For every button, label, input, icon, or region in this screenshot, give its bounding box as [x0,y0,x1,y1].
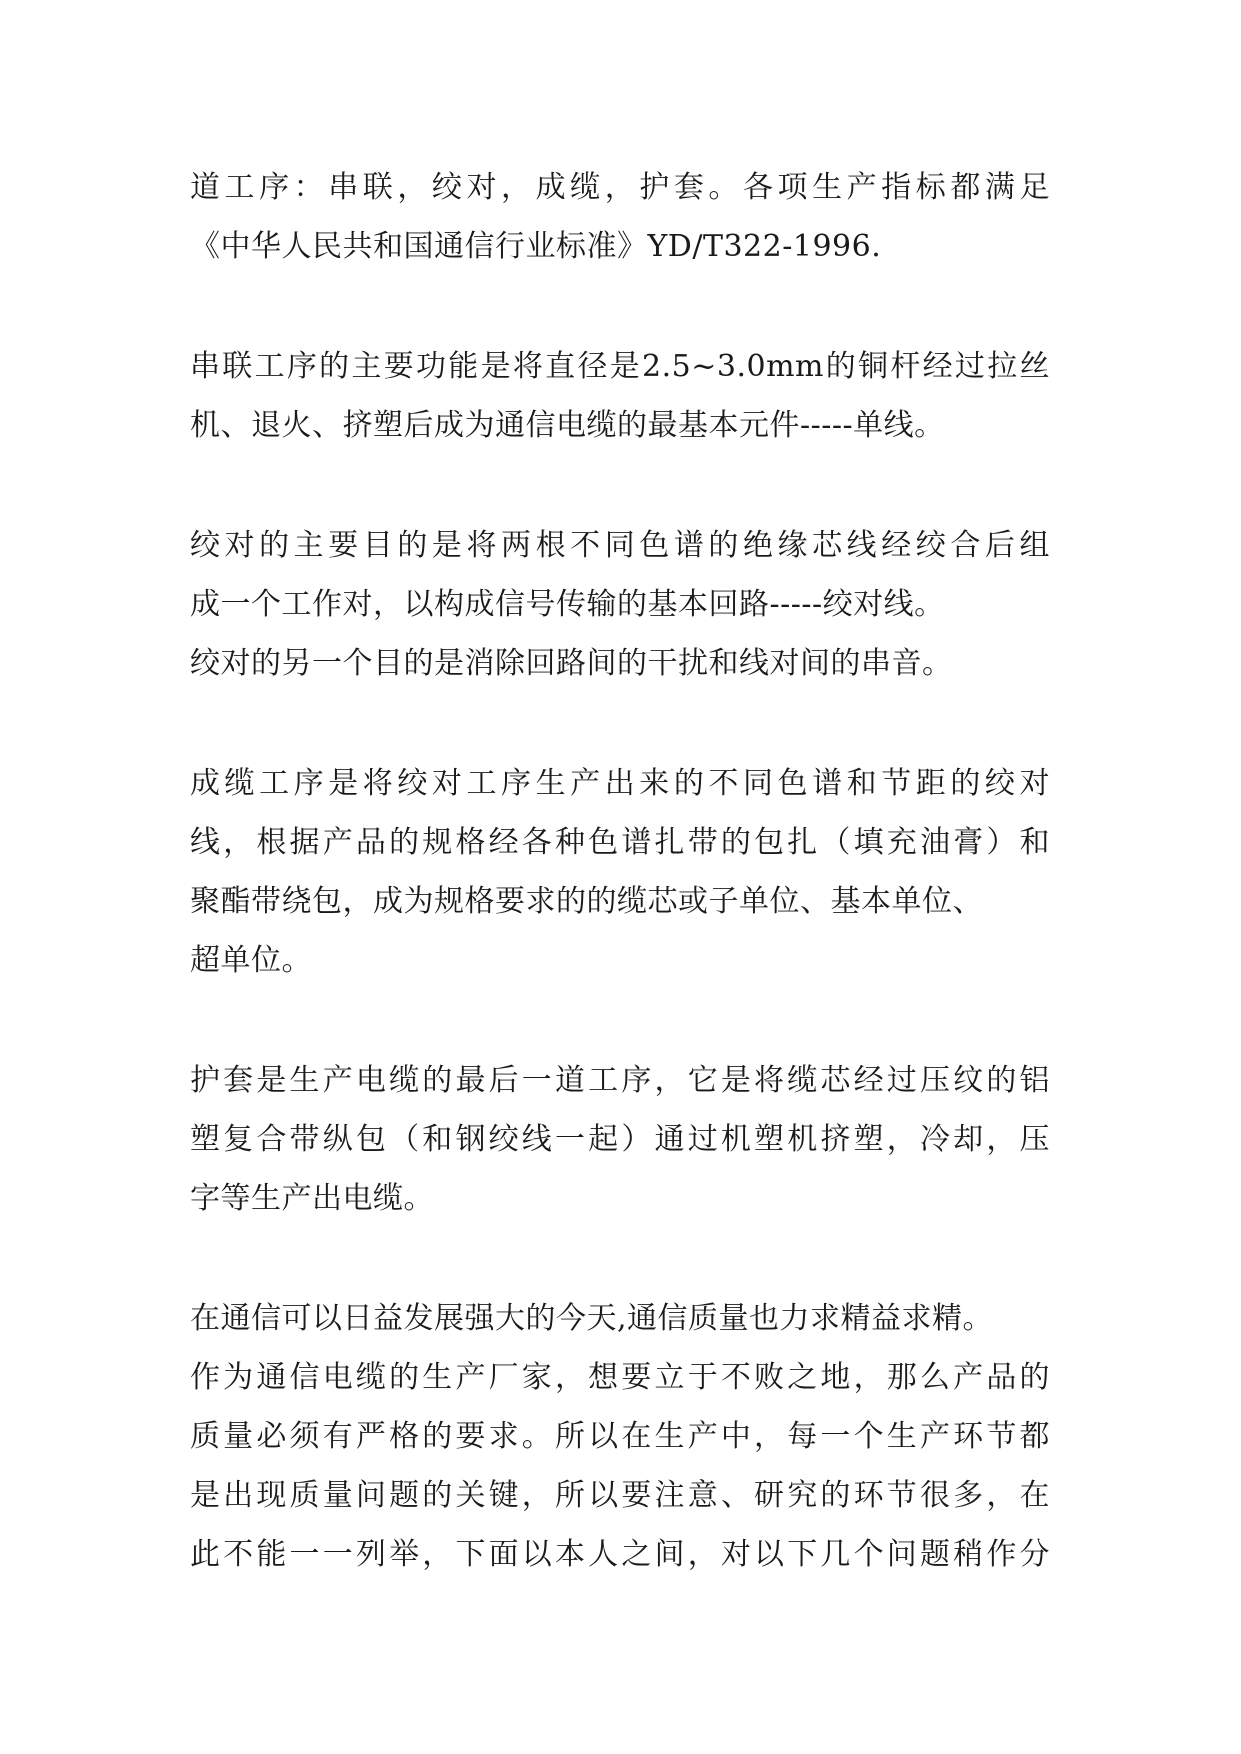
text-line: 聚酯带绕包，成为规格要求的的缆芯或子单位、基本单位、 [190,884,983,919]
text-line: 成一个工作对，以构成信号传输的基本回路-----绞对线。 [190,587,945,622]
text-line: 道工序：串联，绞对，成缆，护套。各项生产指标都满足 [190,170,1050,205]
text-line: 作为通信电缆的生产厂家，想要立于不败之地，那么产品的 [190,1360,1050,1395]
text-line: 绞对的另一个目的是消除回路间的干扰和线对间的串音。 [190,646,953,681]
text-line: 护套是生产电缆的最后一道工序，它是将缆芯经过压纹的铝 [190,1063,1050,1098]
text-line: 绞对的主要目的是将两根不同色谱的绝缘芯线经绞合后组 [190,528,1050,563]
text-line: 串联工序的主要功能是将直径是2.5~3.0mm的铜杆经过拉丝 [190,349,1050,384]
text-line: 此不能一一列举，下面以本人之间，对以下几个问题稍作分 [190,1537,1050,1572]
paragraph-cabling-process [190,754,1070,990]
text-line: 塑复合带纵包（和钢绞线一起）通过机塑机挤塑，冷却，压 [190,1122,1050,1157]
paragraph-series-process [190,337,1070,455]
text-line: 质量必须有严格的要求。所以在生产中，每一个生产环节都 [190,1419,1050,1454]
paragraph-sheathing-process [190,1051,1070,1228]
text-line: 《中华人民共和国通信行业标准》YD/T322-1996. [190,229,882,264]
text-line: 在通信可以日益发展强大的今天,通信质量也力求精益求精。 [190,1301,994,1336]
paragraph-twisting-process [190,516,1070,693]
text-line: 机、退火、挤塑后成为通信电缆的最基本元件-----单线。 [190,408,945,443]
text-line: 线，根据产品的规格经各种色谱扎带的包扎（填充油膏）和 [190,825,1050,860]
text-line: 字等生产出电缆。 [190,1181,434,1216]
text-line: 超单位。 [190,943,312,978]
paragraph-process-overview [190,158,1070,276]
paragraph-quality-requirements [190,1289,1070,1584]
text-line: 成缆工序是将绞对工序生产出来的不同色谱和节距的绞对 [190,766,1050,801]
text-line: 是出现质量问题的关键，所以要注意、研究的环节很多，在 [190,1478,1050,1513]
document-body [190,158,1070,1645]
